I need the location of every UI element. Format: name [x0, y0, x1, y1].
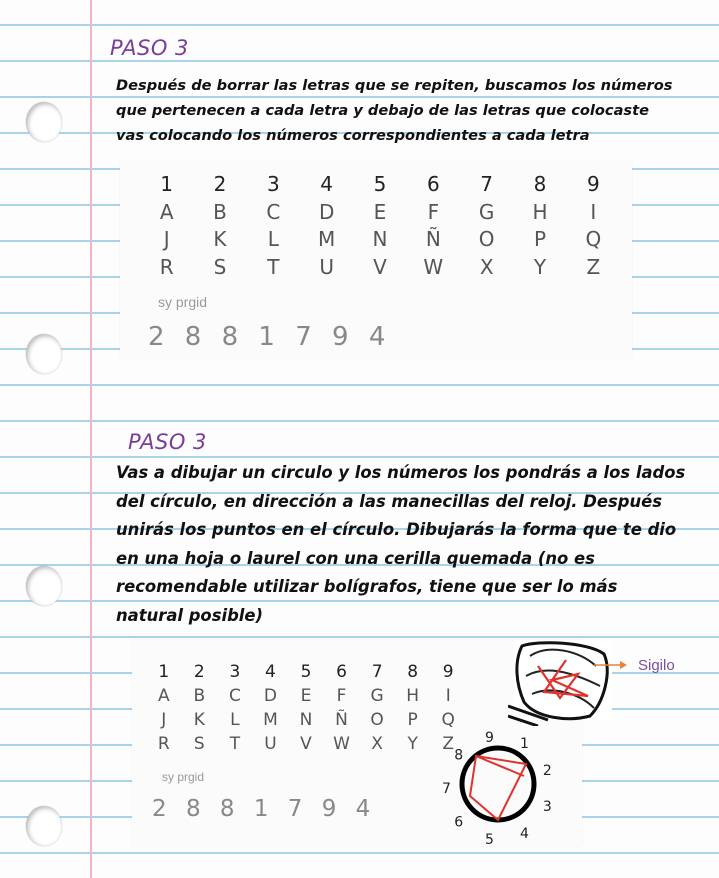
grid-letter: W — [333, 734, 350, 754]
grid-letter: B — [213, 199, 227, 224]
grid-letter: E — [373, 199, 387, 224]
step1-line: vas colocando los números correspondientes a cada letra — [116, 127, 590, 144]
grid-letter: X — [371, 734, 383, 754]
grid-number: 5 — [300, 662, 312, 682]
grid-number: 4 — [320, 172, 334, 196]
grid-letter: A — [157, 686, 170, 706]
grid-number: 1 — [160, 172, 174, 196]
grid-letter: R — [157, 734, 170, 754]
grid-letter: L — [230, 710, 240, 730]
grid-number: 6 — [336, 662, 347, 682]
circle-number: 6 — [454, 814, 464, 831]
grid-caption: sy prgid — [158, 294, 208, 310]
grid-letter: M — [263, 710, 278, 730]
grid-letter: U — [319, 254, 334, 279]
grid-number: 3 — [266, 172, 280, 196]
circle-number: 1 — [520, 736, 529, 752]
grid-letter: E — [300, 686, 312, 706]
grid-letter: V — [373, 254, 387, 279]
step2-line: unirás los puntos en el círculo. Dibujarás la forma que te dio — [116, 520, 677, 540]
step1-line: que pertenecen a cada letra y debajo de las letras que colocaste — [116, 102, 649, 119]
grid-letter: D — [318, 199, 335, 224]
grid-letter: G — [478, 199, 495, 224]
grid-letter: B — [193, 686, 206, 706]
step2-line: del círculo, en dirección a las manecillas del reloj. Después — [116, 491, 662, 511]
grid-letter: W — [423, 254, 444, 279]
grid-letter: F — [427, 199, 440, 224]
grid-letter: N — [299, 710, 313, 730]
grid-letter: O — [478, 227, 495, 251]
grid-letter: N — [372, 227, 388, 251]
step2-line: Vas a dibujar un circulo y los números los pondrás a los lados — [116, 463, 686, 482]
sigil-sketch — [508, 636, 618, 726]
sigil-label: Sigilo — [638, 657, 675, 674]
grid-number: 4 — [265, 662, 276, 682]
grid-number: 9 — [442, 662, 454, 682]
grid-letter: R — [159, 254, 174, 279]
grid-number: 9 — [586, 172, 600, 196]
circle-number: 3 — [542, 798, 552, 815]
grid-number: 7 — [371, 662, 383, 682]
circle-number: 5 — [485, 832, 494, 846]
step1-line: Después de borrar las letras que se repiten, buscamos los números — [116, 77, 673, 94]
arrow-right-icon — [594, 660, 628, 670]
grid-letter: H — [406, 686, 420, 706]
circle-number: 4 — [520, 826, 529, 842]
cipher-photo-1 — [120, 162, 632, 358]
grid-letter: X — [479, 254, 494, 279]
grid-letter: T — [229, 734, 241, 754]
grid-number: 3 — [229, 662, 241, 682]
margin-line — [90, 0, 92, 878]
binder-hole — [26, 566, 62, 606]
number-sequence: 2 8 8 1 7 9 4 — [152, 796, 377, 822]
grid-number: 8 — [407, 662, 419, 682]
grid-letter: C — [228, 686, 241, 706]
grid-letter: I — [445, 686, 451, 706]
grid-letter: S — [193, 734, 205, 754]
binder-hole — [26, 102, 62, 142]
grid-letter: O — [370, 710, 384, 730]
grid-letter: Ñ — [425, 227, 441, 251]
grid-letter: J — [161, 710, 167, 730]
grid-number: 7 — [480, 172, 494, 196]
step2-heading: PASO 3 — [128, 430, 207, 454]
grid-letter: P — [533, 227, 547, 251]
grid-number: 5 — [373, 172, 387, 196]
grid-letter: Y — [533, 254, 547, 279]
step2-text — [116, 459, 716, 631]
grid-number: 2 — [213, 172, 227, 196]
grid-letter: Z — [586, 254, 601, 279]
step2-line: en una hoja o laurel con una cerilla quemada (no es — [116, 548, 595, 568]
grid-letter: Z — [442, 734, 455, 754]
grid-letter: G — [370, 686, 384, 706]
grid-letter: Ñ — [335, 710, 348, 730]
grid-letter: M — [318, 227, 336, 251]
grid-letter: A — [159, 199, 174, 224]
grid-letter: T — [267, 254, 280, 279]
grid-letter: P — [407, 710, 418, 730]
letter-number-grid — [140, 172, 620, 282]
grid-number: 6 — [426, 172, 440, 196]
grid-letter: U — [264, 734, 277, 754]
step2-line: natural posible) — [116, 605, 264, 625]
letter-number-grid — [146, 662, 466, 758]
grid-letter: J — [163, 227, 170, 251]
circle-number: 8 — [454, 747, 464, 764]
grid-letter: H — [532, 199, 548, 224]
circle-number: 7 — [442, 781, 451, 797]
grid-letter: D — [263, 686, 277, 706]
sigil-circle — [436, 726, 556, 846]
grid-letter: K — [193, 710, 205, 730]
grid-number: 1 — [158, 662, 170, 682]
grid-letter: K — [213, 227, 227, 251]
grid-letter: I — [590, 199, 597, 224]
binder-hole — [26, 334, 62, 374]
circle-number: 2 — [542, 763, 552, 780]
circle-number: 9 — [485, 729, 494, 746]
grid-letter: Y — [407, 734, 418, 754]
grid-letter: Q — [441, 710, 455, 730]
grid-number: 8 — [533, 172, 547, 196]
step1-heading: PASO 3 — [110, 36, 189, 60]
grid-letter: Q — [585, 227, 602, 251]
grid-caption: sy prgid — [162, 770, 205, 784]
grid-number: 2 — [193, 662, 205, 682]
grid-letter: C — [266, 199, 281, 224]
number-sequence: 2 8 8 1 7 9 4 — [148, 322, 392, 352]
step2-line: recomendable utilizar bolígrafos, tiene que ser lo más — [116, 577, 618, 597]
grid-letter: F — [336, 686, 347, 706]
grid-letter: V — [300, 734, 312, 754]
grid-letter: S — [213, 254, 227, 279]
grid-letter: L — [267, 227, 279, 251]
binder-hole — [26, 806, 62, 846]
step1-text — [116, 73, 696, 148]
